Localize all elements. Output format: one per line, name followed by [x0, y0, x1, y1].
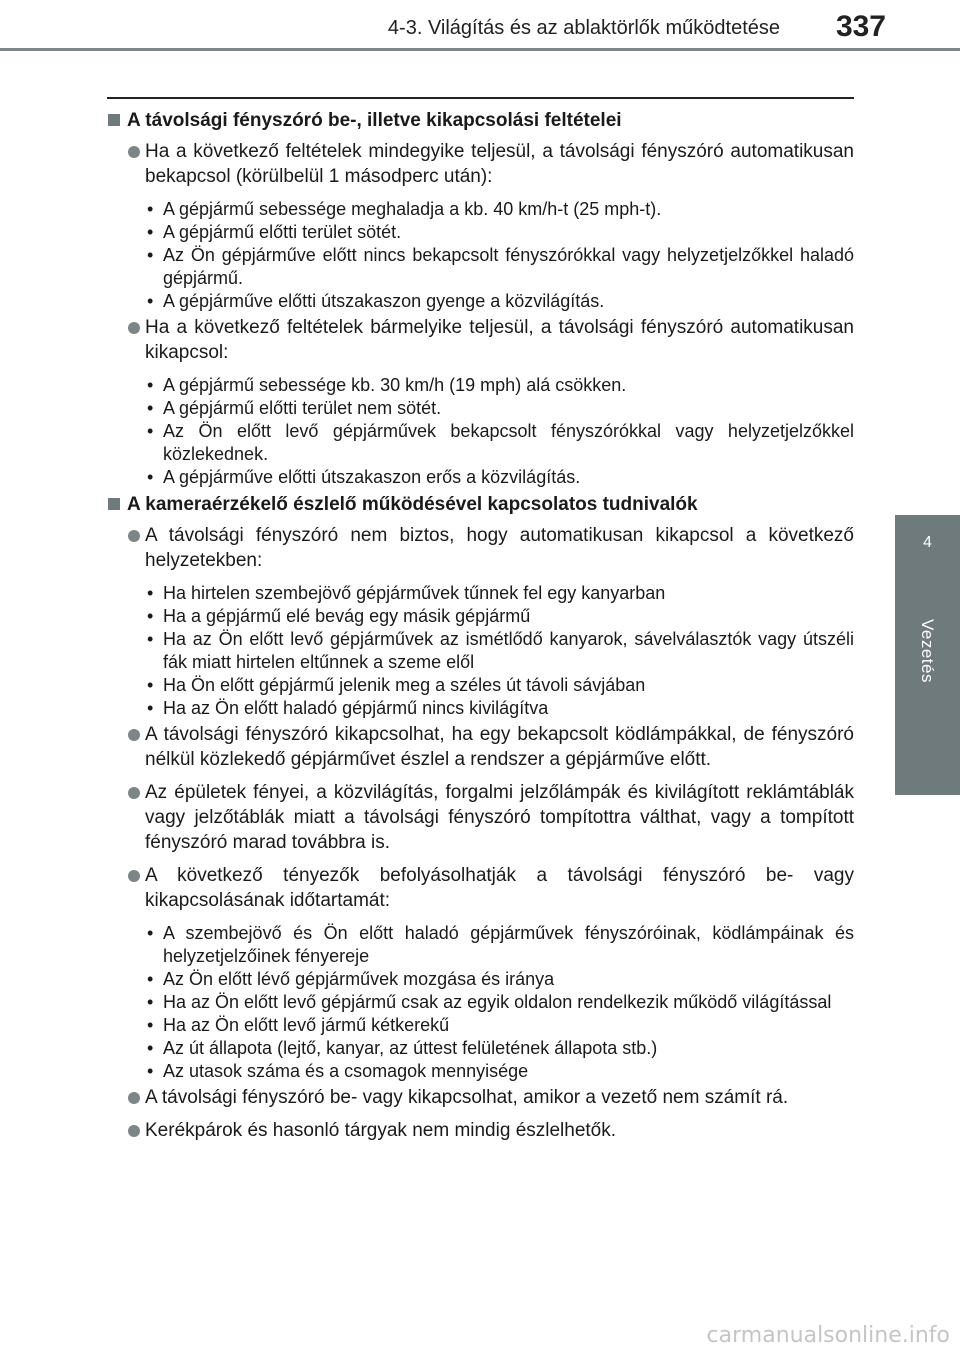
- circle-bullet-icon: [128, 530, 140, 542]
- paragraph-text: A távolsági fényszóró kikapcsolhat, ha egy bekapcsolt ködlámpákkal, de fényszóró nélkül közlekedő gépjárművet észlel a rendszer a gépjárműve előtt.: [145, 724, 854, 770]
- list-item: • Ha az Ön előtt levő jármű kétkerekű: [107, 1014, 854, 1037]
- circle-bullet-icon: [128, 1092, 140, 1104]
- side-tab-label: [912, 606, 942, 696]
- paragraph-text: Kerékpárok és hasonló tárgyak nem mindig észlelhetők.: [145, 1120, 617, 1141]
- section-top-rule: [107, 97, 854, 99]
- list-item: • A gépjárműve előtti útszakaszon erős a közvilágítás.: [107, 466, 854, 489]
- side-tab-number: 4: [923, 534, 932, 551]
- square-bullet-icon: [108, 498, 120, 510]
- paragraph-text: A következő tényezők befolyásolhatják a távolsági fényszóró be- vagy kikapcsolásának időtartamát:: [145, 865, 854, 911]
- paragraph-text: Ha a következő feltételek mindegyike teljesül, a távolsági fényszóró automatikusan bekapcsol (körülbelül 1 másodperc után):: [145, 141, 854, 187]
- list-item: • Ha az Ön előtt levő gépjármű csak az egyik oldalon rendelkezik működő világítással: [107, 991, 854, 1014]
- list-item: • A gépjárműve előtti útszakaszon gyenge a közvilágítás.: [107, 290, 854, 313]
- circle-bullet-icon: [128, 322, 140, 334]
- list-item: • Ha az Ön előtt haladó gépjármű nincs kivilágítva: [107, 697, 854, 720]
- chapter-title: 4-3. Világítás és az ablaktörlők működtetése: [387, 17, 780, 39]
- bullet-list: [107, 582, 854, 720]
- paragraph: [107, 722, 854, 772]
- section-heading: [107, 108, 854, 133]
- paragraph-text: Az épületek fényei, a közvilágítás, forgalmi jelzőlámpák és kivilágított reklámtáblák vagy jelzőtáblák miatt a távolsági fényszóró tompítottra válthat, vagy a tompított fényszóró marad továbbra is.: [145, 782, 854, 853]
- list-item: • Az Ön előtt levő gépjárművek bekapcsolt fényszórókkal vagy helyzetjelzőkkel közlekednek.: [107, 420, 854, 466]
- page-content: [107, 108, 854, 1143]
- list-item: • A szembejövő és Ön előtt haladó gépjárművek fényszóróinak, ködlámpáinak és helyzetjelzőinek fényereje: [107, 922, 854, 968]
- paragraph: [107, 1085, 854, 1110]
- list-item: • Az út állapota (lejtő, kanyar, az úttest felületének állapota stb.): [107, 1037, 854, 1060]
- paragraph-text: A távolsági fényszóró be- vagy kikapcsolhat, amikor a vezető nem számít rá.: [145, 1087, 789, 1108]
- circle-bullet-icon: [128, 729, 140, 741]
- list-item: • Ha az Ön előtt levő gépjárművek az ismétlődő kanyarok, sávelválasztók vagy útszéli fák miatt hirtelen eltűnnek a szeme elől: [107, 628, 854, 674]
- section-heading: [107, 492, 854, 517]
- list-item: • A gépjármű sebessége meghaladja a kb. 40 km/h-t (25 mph-t).: [107, 198, 854, 221]
- bullet-list: [107, 922, 854, 1083]
- list-item: • Az Ön gépjárműve előtt nincs bekapcsolt fényszórókkal vagy helyzetjelzőkkel haladó gépjármű.: [107, 244, 854, 290]
- list-item: • Ha a gépjármű elé bevág egy másik gépjármű: [107, 605, 854, 628]
- list-item: • A gépjármű előtti terület nem sötét.: [107, 397, 854, 420]
- list-item: • Ha hirtelen szembejövő gépjárművek tűnnek fel egy kanyarban: [107, 582, 854, 605]
- side-tab-label-text: Vezetés: [918, 619, 937, 683]
- paragraph-text: Ha a következő feltételek bármelyike teljesül, a távolsági fényszóró automatikusan kikapcsol:: [145, 317, 854, 363]
- paragraph: [107, 780, 854, 855]
- paragraph: [107, 1118, 854, 1143]
- circle-bullet-icon: [128, 870, 140, 882]
- paragraph: [107, 863, 854, 913]
- list-item: • Az utasok száma és a csomagok mennyisége: [107, 1060, 854, 1083]
- list-item: • Ha Ön előtt gépjármű jelenik meg a széles út távoli sávjában: [107, 674, 854, 697]
- section-heading-text: A kameraérzékelő észlelő működésével kapcsolatos tudnivalók: [127, 494, 698, 515]
- paragraph: [107, 315, 854, 365]
- bullet-list: [107, 374, 854, 489]
- paragraph-text: A távolsági fényszóró nem biztos, hogy automatikusan kikapcsol a következő helyzetekben:: [145, 525, 854, 571]
- page-header: [0, 0, 960, 80]
- list-item: • A gépjármű sebessége kb. 30 km/h (19 mph) alá csökken.: [107, 374, 854, 397]
- bullet-list: [107, 198, 854, 313]
- square-bullet-icon: [108, 114, 120, 126]
- page-number: 337: [835, 10, 886, 43]
- section-heading-text: A távolsági fényszóró be-, illetve kikapcsolási feltételei: [127, 110, 622, 131]
- watermark: carmanualsonline.info: [706, 1323, 950, 1348]
- list-item: • Az Ön előtt lévő gépjárművek mozgása és iránya: [107, 968, 854, 991]
- paragraph: [107, 523, 854, 573]
- circle-bullet-icon: [128, 1125, 140, 1137]
- header-rule: [0, 48, 960, 51]
- circle-bullet-icon: [128, 787, 140, 799]
- paragraph: [107, 139, 854, 189]
- list-item: • A gépjármű előtti terület sötét.: [107, 221, 854, 244]
- circle-bullet-icon: [128, 146, 140, 158]
